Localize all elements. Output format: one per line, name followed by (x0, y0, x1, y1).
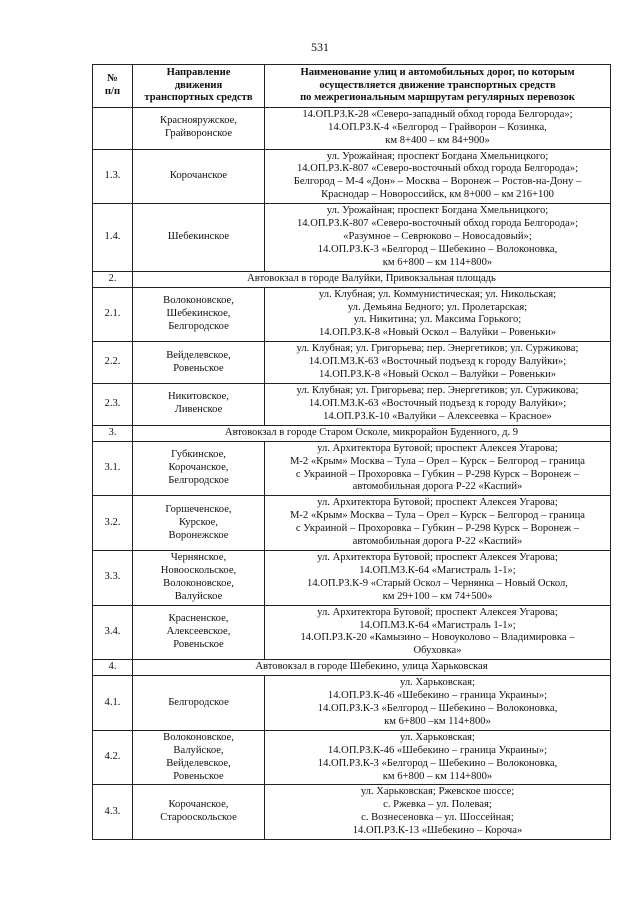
row-number: 2.3. (93, 384, 133, 426)
header-streets: Наименование улиц и автомобильных дорог, по которым осуществляется движение транспортных средств по межрегиональным маршрутам регулярных перевозок (265, 65, 611, 108)
row-streets: ул. Архитектора Бутовой; проспект Алексея Угарова; 14.ОП.МЗ.К-64 «Магистраль 1-1»; 14.ОП.РЗ.К-20 «Камызино – Новоуколово – Владимировка – Обуховка» (265, 605, 611, 660)
row-number: 2.1. (93, 287, 133, 342)
row-direction: Краснояружское, Грайворонское (133, 107, 265, 149)
section-title: Автовокзал в городе Валуйки, Привокзальная площадь (133, 271, 611, 287)
header-row (93, 65, 611, 108)
section-title: Автовокзал в городе Шебекино, улица Харьковская (133, 660, 611, 676)
row-direction: Вейделевское, Ровеньское (133, 342, 265, 384)
row-streets: ул. Урожайная; проспект Богдана Хмельницкого; 14.ОП.РЗ.К-807 «Северо-восточный обход города Белгорода»; Белгород – М-4 «Дон» – Москва – Воронеж – Ростов-на-Дону – Краснодар – Новороссийск, км 8+000 – км 216+100 (265, 149, 611, 204)
table-row (93, 384, 611, 426)
section-number: 4. (93, 660, 133, 676)
table-row (93, 107, 611, 149)
row-streets: ул. Харьковская; 14.ОП.РЗ.К-46 «Шебекино – граница Украины»; 14.ОП.РЗ.К-3 «Белгород – Шебекино – Волоконовка, км 6+800 –км 114+800» (265, 676, 611, 731)
row-number: 3.1. (93, 441, 133, 496)
section-number: 2. (93, 271, 133, 287)
row-streets: 14.ОП.РЗ.К-28 «Северо-западный обход города Белгорода»; 14.ОП.РЗ.К-4 «Белгород – Грайворон – Козинка, км 8+400 – км 84+900» (265, 107, 611, 149)
table-row (93, 550, 611, 605)
section-row (93, 425, 611, 441)
table-row (93, 785, 611, 840)
row-direction: Горшеченское, Курское, Воронежское (133, 496, 265, 551)
row-streets: ул. Архитектора Бутовой; проспект Алексея Угарова; М-2 «Крым» Москва – Тула – Орел – Курск – Белгород – граница с Украиной – Прохоровка – Губкин – Р-298 Курск – Воронеж – автомобильная дорога Р-22 «Каспий» (265, 441, 611, 496)
routes-table (92, 64, 611, 840)
row-direction: Чернянское, Новооскольское, Волоконовское, Валуйское (133, 550, 265, 605)
row-streets: ул. Харьковская; 14.ОП.РЗ.К-46 «Шебекино – граница Украины»; 14.ОП.РЗ.К-3 «Белгород – Шебекино – Волоконовка, км 6+800 – км 114+800» (265, 730, 611, 785)
section-number: 3. (93, 425, 133, 441)
row-number: 4.3. (93, 785, 133, 840)
section-row (93, 660, 611, 676)
header-number: № п/п (93, 65, 133, 108)
row-direction: Корочанское (133, 149, 265, 204)
row-direction: Корочанское, Старооскольское (133, 785, 265, 840)
table-body (93, 107, 611, 839)
row-streets: ул. Архитектора Бутовой; проспект Алексея Угарова; М-2 «Крым» Москва – Тула – Орел – Курск – Белгород – граница с Украиной – Прохоровка – Губкин – Р-298 Курск – Воронеж – автомобильная дорога Р-22 «Каспий» (265, 496, 611, 551)
row-direction: Никитовское, Ливенское (133, 384, 265, 426)
row-number: 4.1. (93, 676, 133, 731)
table-row (93, 676, 611, 731)
table-row (93, 441, 611, 496)
table-row (93, 342, 611, 384)
row-streets: ул. Клубная; ул. Григорьева; пер. Энергетиков; ул. Суржикова; 14.ОП.МЗ.К-63 «Восточный подъезд к городу Валуйки»; 14.ОП.РЗ.К-10 «Валуйки – Алексеевка – Красное» (265, 384, 611, 426)
row-direction: Белгородское (133, 676, 265, 731)
row-number (93, 107, 133, 149)
row-number: 3.2. (93, 496, 133, 551)
table-row (93, 730, 611, 785)
page-number: 531 (311, 40, 329, 54)
section-row (93, 271, 611, 287)
row-number: 1.3. (93, 149, 133, 204)
header-direction: Направление движения транспортных средств (133, 65, 265, 108)
row-number: 2.2. (93, 342, 133, 384)
row-direction: Губкинское, Корочанское, Белгородское (133, 441, 265, 496)
row-direction: Волоконовское, Валуйское, Вейделевское, Ровеньское (133, 730, 265, 785)
row-number: 4.2. (93, 730, 133, 785)
table-row (93, 287, 611, 342)
row-direction: Шебекинское (133, 204, 265, 272)
row-streets: ул. Клубная; ул. Коммунистическая; ул. Никольская; ул. Демьяна Бедного; ул. Пролетарская; ул. Никитина; ул. Максима Горького; 14.ОП.РЗ.К-8 «Новый Оскол – Валуйки – Ровеньки» (265, 287, 611, 342)
row-direction: Волоконовское, Шебекинское, Белгородское (133, 287, 265, 342)
table-row (93, 204, 611, 272)
row-number: 3.4. (93, 605, 133, 660)
row-streets: ул. Архитектора Бутовой; проспект Алексея Угарова; 14.ОП.МЗ.К-64 «Магистраль 1-1»; 14.ОП.РЗ.К-9 «Старый Оскол – Чернянка – Новый Оскол, км 29+100 – км 74+500» (265, 550, 611, 605)
table-row (93, 496, 611, 551)
table-header (93, 65, 611, 108)
row-number: 1.4. (93, 204, 133, 272)
row-direction: Красненское, Алексеевское, Ровеньское (133, 605, 265, 660)
table-row (93, 149, 611, 204)
table-row (93, 605, 611, 660)
row-streets: ул. Харьковская; Ржевское шоссе; с. Ржевка – ул. Полевая; с. Вознесеновка – ул. Шоссейная; 14.ОП.РЗ.К-13 «Шебекино – Короча» (265, 785, 611, 840)
row-streets: ул. Клубная; ул. Григорьева; пер. Энергетиков; ул. Суржикова; 14.ОП.МЗ.К-63 «Восточный подъезд к городу Валуйки»; 14.ОП.РЗ.К-8 «Новый Оскол – Валуйки – Ровеньки» (265, 342, 611, 384)
section-title: Автовокзал в городе Старом Осколе, микрорайон Буденного, д. 9 (133, 425, 611, 441)
row-number: 3.3. (93, 550, 133, 605)
row-streets: ул. Урожайная; проспект Богдана Хмельницкого; 14.ОП.РЗ.К-807 «Северо-восточный обход города Белгорода»; «Разумное – Севрюково – Новосадовый»; 14.ОП.РЗ.К-3 «Белгород – Шебекино – Волоконовка, км 6+800 – км 114+800» (265, 204, 611, 272)
